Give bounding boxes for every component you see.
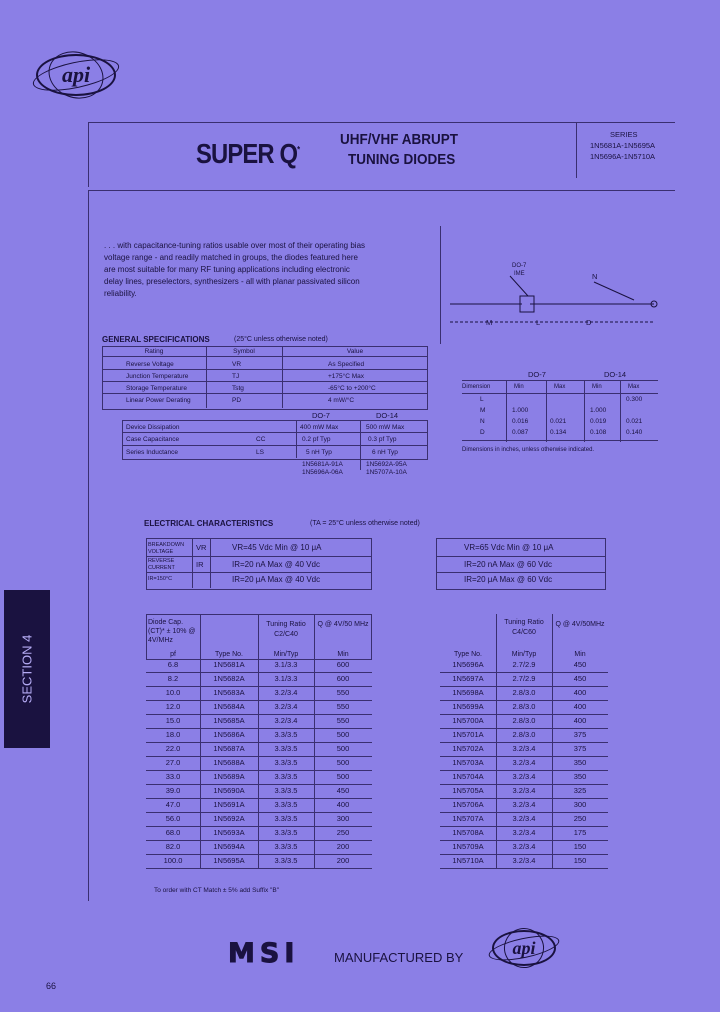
dim-cell: 0.134 (550, 429, 567, 436)
table-cell: 1N5709A (452, 842, 484, 851)
table-cell: 8.2 (167, 674, 179, 683)
leader-line (510, 276, 528, 296)
api-logo-footer (492, 930, 556, 966)
dim-col-do14: DO-14 (604, 370, 627, 379)
table-cell: 450 (573, 674, 587, 683)
table-cell: 39.0 (165, 786, 181, 795)
table-cell: 500 (336, 758, 350, 767)
table-cell: 3.3/3.5 (274, 730, 298, 739)
gen-col-do14: DO-14 (376, 411, 399, 420)
m-label: M (486, 318, 493, 327)
gen2-rating: Series Inductance (126, 449, 179, 456)
table-cell: 3.2/3.4 (274, 716, 298, 725)
left-spec-value: IR=20 μA Max @ 40 Vdc (232, 575, 321, 584)
table-row (440, 840, 608, 855)
table-cell: 2.8/3.0 (512, 688, 536, 697)
table-row (440, 812, 608, 827)
range-do7: 1N5681A-91A (302, 461, 343, 468)
table-cell: 250 (573, 814, 587, 823)
table-cell: 3.3/3.5 (274, 814, 298, 823)
dim-cell: D (480, 429, 485, 436)
table-cell: 1N5688A (213, 758, 245, 767)
table-cell: 2.8/3.0 (512, 716, 536, 725)
left-head-cap: Diode Cap. (CT)* ± 10% @ 4V/MHz (148, 619, 196, 644)
dim-cell: 0.021 (626, 418, 643, 425)
dim-cell: 0.021 (550, 418, 567, 425)
table-cell: 300 (336, 814, 350, 823)
table-cell: 68.0 (165, 828, 181, 837)
gen-rating: Reverse Voltage (126, 361, 174, 368)
table-cell: 1N5681A (213, 660, 245, 669)
table-cell: 250 (336, 828, 350, 837)
table-cell: 6.8 (167, 660, 179, 669)
gen-header: Symbol (233, 348, 255, 355)
right-spec-value: IR=20 nA Max @ 60 Vdc (464, 560, 552, 569)
dim-cell: 1.000 (512, 407, 529, 414)
table-cell: 400 (573, 702, 587, 711)
table-cell: 3.2/3.4 (512, 786, 536, 795)
table-cell: 1N5690A (213, 786, 245, 795)
table-cell: 600 (336, 660, 350, 669)
table-cell: 3.2/3.4 (512, 772, 536, 781)
table-cell: 1N5707A (452, 814, 484, 823)
table-cell: 1N5693A (213, 828, 245, 837)
table-cell: 27.0 (165, 758, 181, 767)
table-cell: 1N5686A (213, 730, 245, 739)
table-cell: 1N5695A (213, 856, 245, 865)
table-cell: 2.7/2.9 (512, 674, 536, 683)
right-head-type: Type No. (453, 651, 482, 658)
package-outline-diagram (444, 260, 664, 340)
right-spec-block (436, 538, 606, 590)
logo-text-footer: api (512, 937, 536, 958)
table-cell: 500 (336, 730, 350, 739)
electrical-subtitle: (TA = 25°C unless otherwise noted) (310, 520, 420, 527)
table-cell: 375 (573, 730, 587, 739)
dim-header: Max (554, 384, 566, 390)
right-diode-table (440, 614, 608, 874)
table-row (440, 770, 608, 785)
table-cell: 1N5708A (452, 828, 484, 837)
l-label: L (536, 318, 541, 327)
intro-line: delay lines, preselectors, synthesizers - all with planar passivated silicon (104, 277, 360, 286)
intro-line: are most suitable for many RF tuning applications including electronic (104, 265, 350, 274)
table-cell: 3.3/3.5 (274, 828, 298, 837)
table-cell: 1N5682A (213, 674, 245, 683)
table-cell: 550 (336, 716, 350, 725)
section-tab (4, 590, 50, 748)
table-row (440, 728, 608, 743)
table-cell: 3.2/3.4 (512, 800, 536, 809)
table-cell: 47.0 (165, 800, 181, 809)
table-cell: 350 (573, 758, 587, 767)
subtitle-line1: UHF/VHF ABRUPT (340, 131, 458, 148)
table-row (146, 686, 372, 701)
left-spec-value: VR=45 Vdc Min @ 10 μA (232, 543, 322, 552)
table-row (146, 770, 372, 785)
table-row (146, 672, 372, 687)
left-head-q: Q @ 4V/50 MHz (317, 621, 369, 628)
gen-header: Value (346, 348, 364, 355)
general-spec-table-2 (122, 420, 428, 460)
right-head-ratio: Tuning Ratio C4/C60 (504, 619, 544, 636)
electrical-title: ELECTRICAL CHARACTERISTICS (144, 519, 274, 528)
table-cell: 3.3/3.5 (274, 758, 298, 767)
table-row (146, 854, 372, 869)
gen-header: Rating (144, 348, 164, 355)
page-number: 66 (46, 981, 57, 991)
table-cell: 1N5685A (213, 716, 245, 725)
gen-rating: Linear Power Derating (126, 397, 191, 404)
right-head-q: Q @ 4V/50MHz (555, 621, 605, 628)
gen2-symbol: CC (256, 436, 266, 443)
dim-cell: 0.019 (590, 418, 607, 425)
table-row (146, 714, 372, 729)
left-spec-value: IR=20 nA Max @ 40 Vdc (232, 560, 320, 569)
table-cell: 600 (336, 674, 350, 683)
right-spec-value: VR=65 Vdc Min @ 10 μA (464, 543, 554, 552)
gen2-do7: 5 nH Typ (306, 449, 332, 456)
dim-cell: 0.300 (626, 396, 643, 403)
table-row (146, 798, 372, 813)
table-cell: 3.2/3.4 (512, 856, 536, 865)
table-cell: 3.2/3.4 (274, 702, 298, 711)
table-row (440, 854, 608, 869)
table-cell: 550 (336, 688, 350, 697)
table-cell: 1N5683A (213, 688, 245, 697)
d-label: D (586, 318, 592, 327)
gen2-do7: 0.2 pf Typ (302, 436, 331, 443)
table-cell: 400 (573, 716, 587, 725)
left-head-type: Type No. (214, 651, 243, 658)
dim-header: Max (628, 384, 640, 390)
dim-cell: 1.000 (590, 407, 607, 414)
table-cell: 10.0 (165, 688, 181, 697)
table-cell: 2.8/3.0 (512, 730, 536, 739)
table-row (440, 672, 608, 687)
dim-cell: 0.140 (626, 429, 643, 436)
table-cell: 3.1/3.3 (274, 674, 298, 683)
gen2-do7: 400 mW Max (300, 424, 339, 431)
table-cell: 1N5700A (452, 716, 484, 725)
table-cell: 1N5696A (452, 660, 484, 669)
intro-line: . . . with capacitance-tuning ratios usable over most of their operating bias (104, 241, 366, 250)
table-cell: 1N5691A (213, 800, 245, 809)
gen2-rating: Device Dissipation (126, 424, 180, 431)
page-title: SUPER Q* (196, 138, 300, 169)
right-head-q-sub: Min (574, 651, 586, 658)
table-row (440, 784, 608, 799)
general-spec-subtitle: (25°C unless otherwise noted) (234, 336, 328, 343)
table-cell: 12.0 (165, 702, 181, 711)
dim-cell: M (480, 407, 486, 414)
table-cell: 3.3/3.5 (274, 744, 298, 753)
table-cell: 1N5687A (213, 744, 245, 753)
table-cell: 1N5697A (452, 674, 484, 683)
table-cell: 15.0 (165, 716, 181, 725)
dim-cell: 0.108 (590, 429, 607, 436)
table-row (440, 826, 608, 841)
table-cell: 3.1/3.3 (274, 660, 298, 669)
table-row (440, 742, 608, 757)
table-cell: 3.2/3.4 (512, 842, 536, 851)
table-cell: 1N5706A (452, 800, 484, 809)
table-cell: 3.3/3.5 (274, 800, 298, 809)
dim-cell: 0.016 (512, 418, 529, 425)
table-cell: 18.0 (165, 730, 181, 739)
table-cell: 100.0 (163, 856, 183, 865)
table-cell: 22.0 (165, 744, 181, 753)
table-cell: 150 (573, 842, 587, 851)
table-cell: 2.7/2.9 (512, 660, 536, 669)
left-spec-label: IR=150°C (148, 576, 173, 582)
table-row (146, 742, 372, 757)
series-line1: 1N5681A-1N5695A (590, 141, 656, 150)
gen2-symbol: LS (256, 449, 264, 456)
dim-cell: L (480, 396, 484, 403)
manufactured-by: MANUFACTURED BY (334, 950, 464, 965)
dim-col-do7: DO-7 (528, 370, 546, 379)
left-spec-label: REVERSE CURRENT (148, 558, 175, 571)
table-cell: 500 (336, 744, 350, 753)
left-diode-table (146, 614, 372, 874)
range-do14: 1N5692A-95A (366, 461, 407, 468)
table-cell: 1N5698A (452, 688, 484, 697)
right-head-ratio-sub: Min/Typ (511, 651, 537, 658)
table-cell: 1N5703A (452, 758, 484, 767)
dim-cell: 0.087 (512, 429, 529, 436)
table-row (146, 840, 372, 855)
left-head-ratio-sub: Min/Typ (273, 651, 299, 658)
table-cell: 1N5694A (213, 842, 245, 851)
gen2-rating: Case Capacitance (126, 436, 180, 443)
gen2-do14: 6 nH Typ (372, 449, 398, 456)
table-row (440, 658, 608, 673)
table-cell: 3.3/3.5 (274, 842, 298, 851)
table-row (440, 700, 608, 715)
gen-symbol: Tstg (232, 385, 244, 392)
table-cell: 350 (573, 772, 587, 781)
logo-text: api (61, 62, 91, 87)
intro-line: reliability. (104, 289, 137, 298)
dim-header: Min (514, 384, 524, 390)
gen-value: +175°C Max (328, 373, 365, 380)
table-row (440, 798, 608, 813)
left-head-cap-unit: pf (170, 651, 176, 658)
table-cell: 550 (336, 702, 350, 711)
table-cell: 3.2/3.4 (512, 744, 536, 753)
table-cell: 82.0 (165, 842, 181, 851)
general-spec-table (102, 346, 428, 410)
section-tab-label: SECTION 4 (19, 634, 35, 704)
table-cell: 375 (573, 744, 587, 753)
gen-rating: Storage Temperature (126, 385, 187, 392)
table-row (146, 700, 372, 715)
order-footnote: To order with CT Match ± 5% add Suffix "B" (154, 887, 279, 894)
left-head-q-sub: Min (337, 651, 349, 658)
table-cell: 400 (336, 800, 350, 809)
api-logo (36, 54, 116, 96)
gen-symbol: PD (232, 397, 242, 404)
left-spec-symbol: VR (196, 543, 207, 552)
table-cell: 3.3/3.5 (274, 772, 298, 781)
gen-value: -65°C to +200°C (328, 385, 376, 392)
table-row (440, 686, 608, 701)
gen-value: 4 mW/°C (328, 397, 355, 404)
table-cell: 1N5689A (213, 772, 245, 781)
dimensions-table (462, 370, 658, 444)
table-row (440, 756, 608, 771)
table-cell: 450 (573, 660, 587, 669)
gen-symbol: TJ (232, 373, 240, 380)
table-row (440, 714, 608, 729)
case-label: DO-7 (512, 263, 527, 269)
gen-rating: Junction Temperature (126, 373, 189, 380)
gen2-do14: 0.3 pf Typ (368, 436, 397, 443)
table-cell: 1N5692A (213, 814, 245, 823)
subtitle-line2: TUNING DIODES (348, 151, 456, 168)
series-line2: 1N5696A-1N5710A (590, 152, 656, 161)
general-spec-title: GENERAL SPECIFICATIONS (102, 335, 210, 344)
table-cell: 1N5704A (452, 772, 484, 781)
table-cell: 3.3/3.5 (274, 856, 298, 865)
table-cell: 1N5710A (452, 856, 484, 865)
table-cell: 200 (336, 856, 350, 865)
table-cell: 3.2/3.4 (512, 814, 536, 823)
right-spec-value: IR=20 μA Max @ 60 Vdc (464, 575, 553, 584)
n-label: N (592, 272, 598, 281)
leader-line (594, 282, 634, 300)
table-cell: 450 (336, 786, 350, 795)
left-spec-label: BREAKDOWN VOLTAGE (148, 542, 185, 555)
table-cell: 200 (336, 842, 350, 851)
table-cell: 175 (573, 828, 587, 837)
dim-cell: N (480, 418, 485, 425)
intro-line: voltage range - and readily matched in groups, the diodes featured here (104, 253, 358, 262)
table-row (146, 756, 372, 771)
table-cell: 300 (573, 800, 587, 809)
table-cell: 3.2/3.4 (512, 758, 536, 767)
table-cell: 3.2/3.4 (512, 828, 536, 837)
table-cell: 400 (573, 688, 587, 697)
table-row (146, 784, 372, 799)
table-cell: 33.0 (165, 772, 181, 781)
table-cell: 325 (573, 786, 587, 795)
dim-header: Min (592, 384, 602, 390)
table-cell: 1N5684A (213, 702, 245, 711)
table-cell: 3.2/3.4 (274, 688, 298, 697)
table-cell: 1N5701A (452, 730, 484, 739)
intro-text (104, 240, 424, 300)
left-head-ratio: Tuning Ratio C2/C40 (266, 621, 306, 638)
gen-col-do7: DO-7 (312, 411, 330, 420)
table-cell: 3.3/3.5 (274, 786, 298, 795)
gen-value: As Specified (328, 361, 365, 368)
table-row (146, 826, 372, 841)
gen2-do14: 500 mW Max (366, 424, 405, 431)
gen-symbol: VR (232, 361, 242, 368)
left-spec-block (146, 538, 372, 590)
msi-brand: MSI (228, 938, 300, 969)
range-do14: 1N5707A-10A (366, 469, 407, 476)
table-cell: 500 (336, 772, 350, 781)
dim-header: Dimension (462, 384, 491, 390)
table-cell: 1N5699A (452, 702, 484, 711)
series-label: SERIES (610, 130, 638, 139)
case-sub: IME (514, 271, 525, 277)
table-cell: 1N5702A (452, 744, 484, 753)
table-cell: 1N5705A (452, 786, 484, 795)
table-row (146, 728, 372, 743)
dimensions-note: Dimensions in inches, unless otherwise indicated. (462, 447, 595, 453)
table-cell: 56.0 (165, 814, 181, 823)
table-row (146, 812, 372, 827)
table-row (146, 658, 372, 673)
range-do7: 1N5696A-06A (302, 469, 343, 476)
table-cell: 2.8/3.0 (512, 702, 536, 711)
left-spec-symbol: IR (196, 560, 204, 569)
table-cell: 150 (573, 856, 587, 865)
